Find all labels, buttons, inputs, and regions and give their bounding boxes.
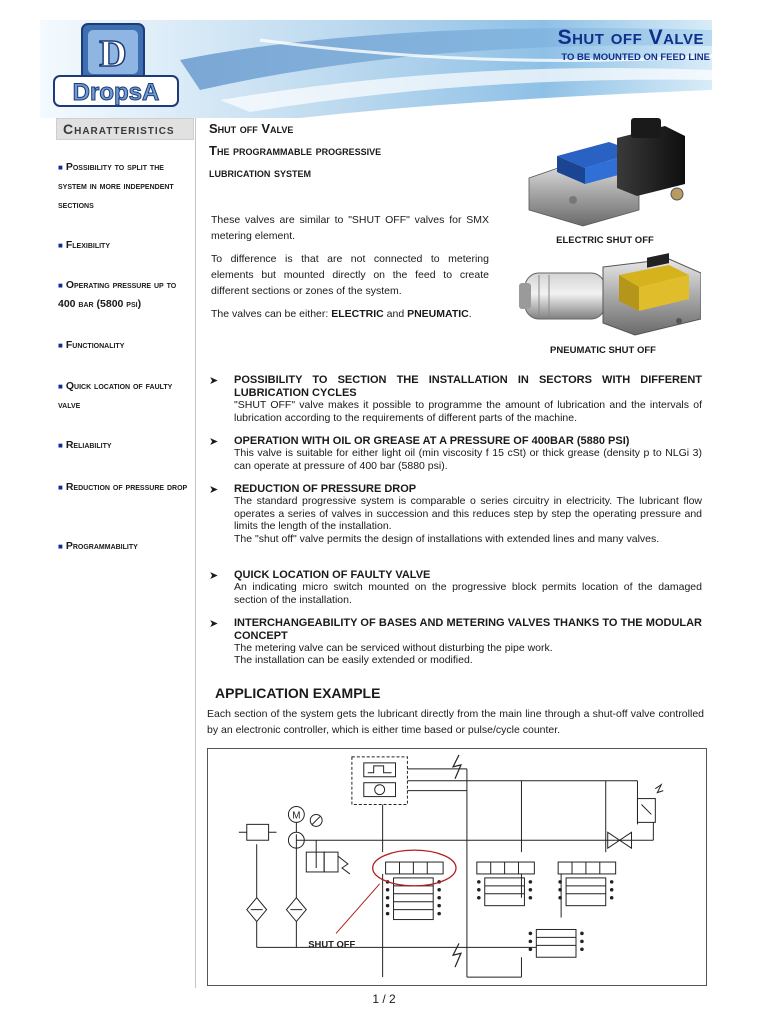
feature-body: This valve is suitable for either light oil (min viscosity f 15 cSt) or thick grease (density p to NLGi 3) can operate at pressure of 400 bar (5880 psi).: [234, 447, 702, 472]
application-example-title: APPLICATION EXAMPLE: [215, 685, 381, 701]
feature-body: The standard progressive system is comparable o series circuitry in electricity. The lubricant flow operates a series of valves in succession and this reduces step by step the operating pressure and limits the length of the installation.: [234, 495, 702, 532]
feature-body: The "shut off" valve permits the design of installations with extended lines and many valves.: [234, 533, 660, 545]
feature-body: The metering valve can be serviced without disturbing the pipe work.: [234, 642, 553, 654]
intro-paragraph: The valves can be either: ELECTRIC and PNEUMATIC.: [211, 308, 472, 320]
square-bullet-icon: ■: [58, 382, 63, 391]
feature-title: QUICK LOCATION OF FAULTY VALVE: [234, 569, 431, 581]
feature-body: An indicating micro switch mounted on the progressive block permits location of the damaged section of the installation.: [234, 581, 702, 606]
square-bullet-icon: ■: [58, 542, 63, 551]
application-schematic: [207, 748, 707, 986]
feature-title: REDUCTION OF PRESSURE DROP: [234, 483, 417, 495]
square-bullet-icon: ■: [58, 483, 63, 492]
characteristic-item: ■ Quick location of faulty valve: [58, 380, 173, 411]
intro-paragraph: These valves are similar to "SHUT OFF" valves for SMX metering element.: [211, 214, 489, 242]
arrow-bullet-icon: ➤: [209, 570, 219, 582]
pneumatic-shut-off-caption: PNEUMATIC SHUT OFF: [550, 345, 656, 356]
shut-off-pointer: [336, 884, 380, 934]
header-banner: [0, 0, 768, 118]
arrow-bullet-icon: ➤: [209, 375, 219, 387]
page-title: Shut off Valve The programmable progressive lubrication system: [209, 121, 382, 180]
characteristic-item: ■ Programmability: [58, 540, 138, 552]
feature-title: POSSIBILITY TO SECTION THE INSTALLATION IN SECTORS WITH DIFFERENT LUBRICATION CYCLES: [234, 374, 702, 399]
square-bullet-icon: ■: [58, 341, 63, 350]
characteristics-sidebar: [56, 118, 196, 988]
square-bullet-icon: ■: [58, 441, 63, 450]
shut-off-label: SHUT OFF: [308, 938, 356, 950]
intro-text: [211, 212, 489, 329]
square-bullet-icon: ■: [58, 163, 63, 172]
page-number: 1 / 2: [372, 992, 396, 1006]
characteristic-item: ■ Reduction of pressure drop: [58, 481, 188, 493]
feature-body: The installation can be easily extended or modified.: [234, 654, 473, 666]
feature-title: OPERATION WITH OIL OR GREASE AT A PRESSURE OF 400BAR (5880 PSI): [234, 435, 630, 447]
controller-box: [352, 757, 408, 805]
motor-label: M: [292, 810, 301, 822]
electric-shut-off-photo: [527, 118, 687, 228]
dropsa-logo: [52, 18, 180, 110]
feature-body: "SHUT OFF" valve makes it possible to programme the amount of lubrication and the intervals of lubrication according to the requirements of different parts of the machine.: [234, 399, 702, 424]
electric-shut-off-caption: ELECTRIC SHUT OFF: [556, 235, 654, 246]
header-title: Shut off Valve: [557, 26, 704, 49]
characteristic-item: ■ Functionality: [58, 339, 125, 351]
characteristic-item: ■ Flexibility: [58, 239, 110, 251]
arrow-bullet-icon: ➤: [209, 436, 219, 448]
application-example-text: Each section of the system gets the lubricant directly from the main line through a shut-off valve controlled by an electronic controller, which is either time based or pulse/cycle counter.: [207, 708, 704, 736]
pneumatic-shut-off-photo: [519, 253, 701, 341]
characteristic-item: ■ Reliability: [58, 439, 112, 451]
header-subtitle: TO BE MOUNTED ON FEED LINE: [561, 52, 710, 63]
intro-paragraph: To difference is that are not connected to metering elements but mounted directly on the feed to create different sections or zones of the system.: [211, 253, 489, 297]
characteristics-heading: Charatteristics: [56, 118, 194, 140]
square-bullet-icon: ■: [58, 281, 63, 290]
characteristic-item: ■ Possibility to split the system in more independent sections: [58, 161, 174, 211]
square-bullet-icon: ■: [58, 241, 63, 250]
svg-text:D: D: [99, 33, 127, 75]
feature-title: INTERCHANGEABILITY OF BASES AND METERING VALVES THANKS TO THE MODULAR CONCEPT: [234, 617, 702, 642]
arrow-bullet-icon: ➤: [209, 618, 219, 630]
characteristic-item: ■ Operating pressure up to 400 bar (5800 psi): [58, 279, 177, 310]
arrow-bullet-icon: ➤: [209, 484, 219, 496]
logo-text: DropsA: [72, 79, 160, 106]
